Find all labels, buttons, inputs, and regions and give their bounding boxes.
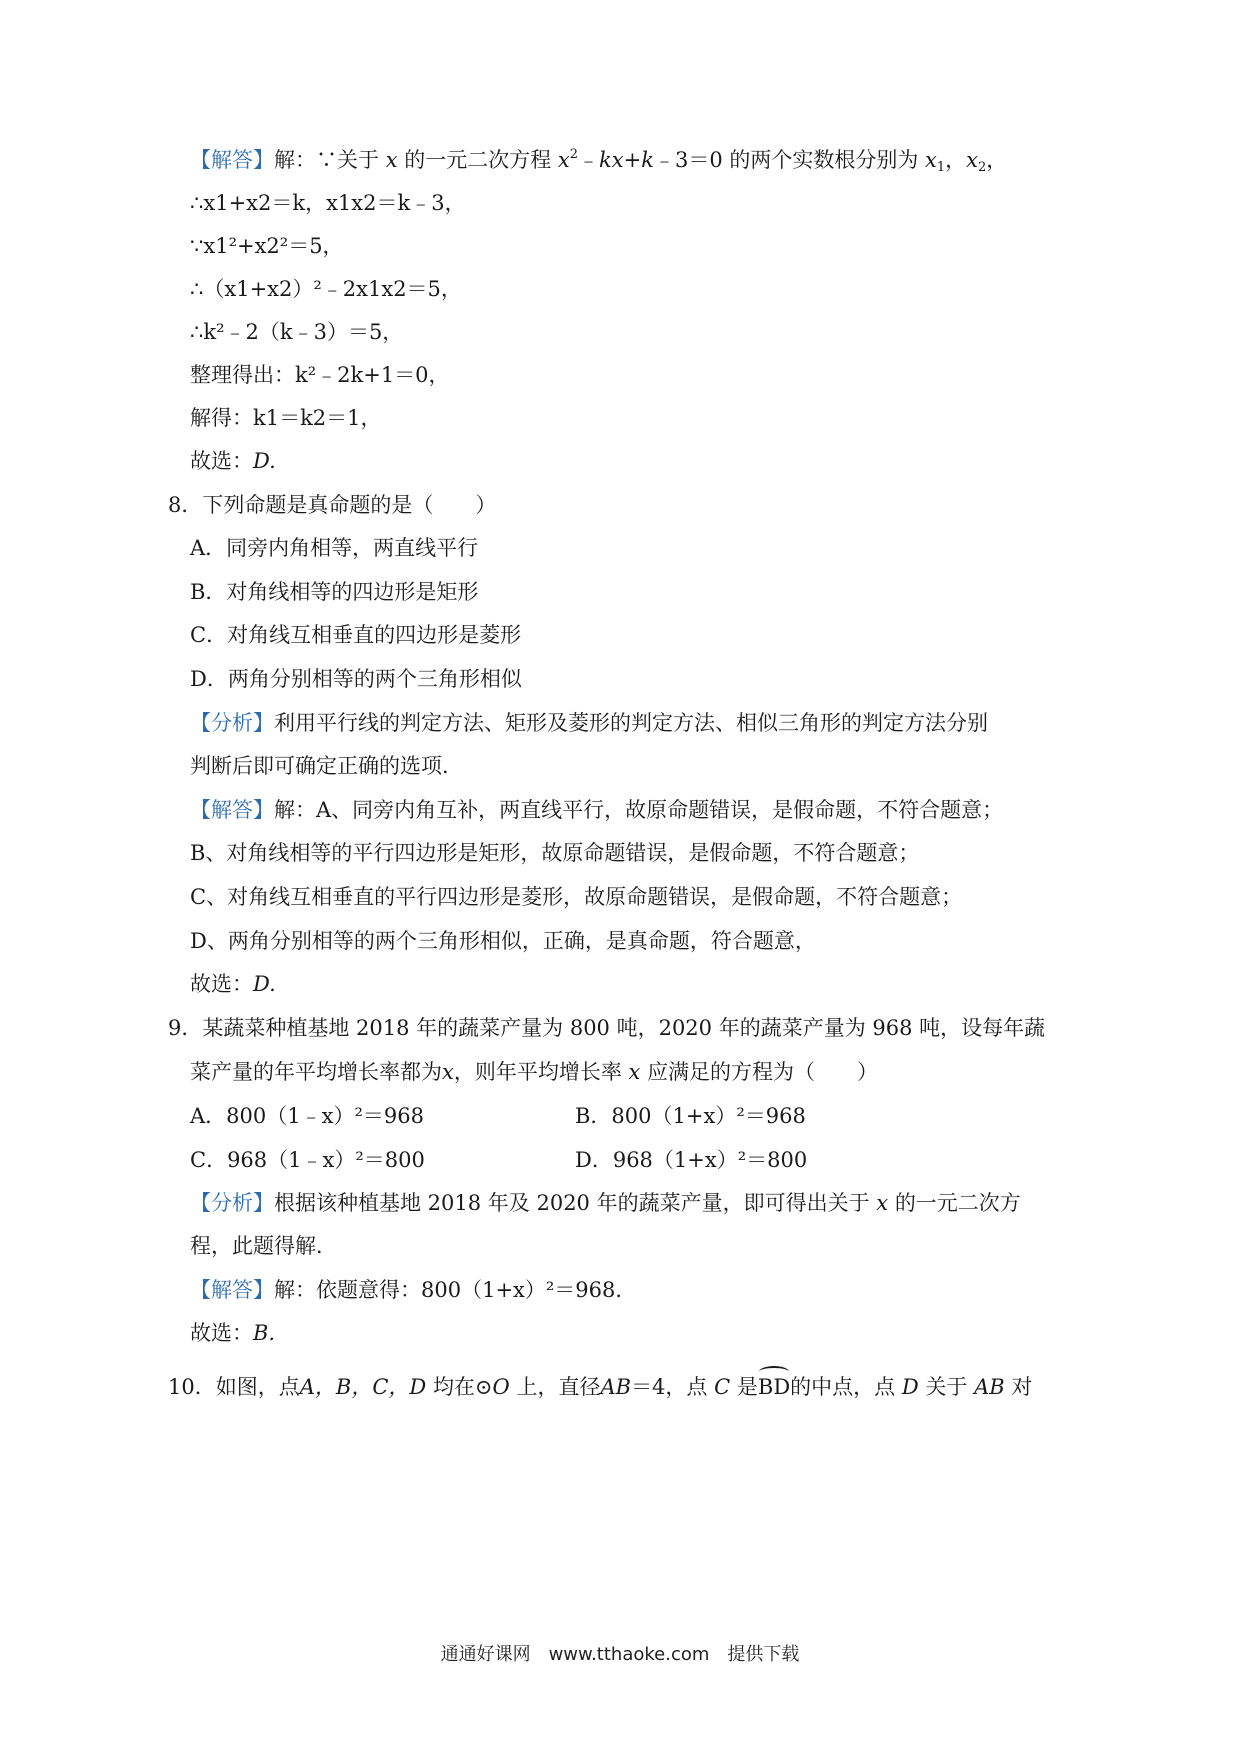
q9-choice: 故选：B. (190, 1321, 276, 1345)
q8-answer-line2: B、对角线相等的平行四边形是矩形，故原命题错误，是假命题，不符合题意； (190, 841, 920, 865)
q8-option-d: D．两角分别相等的两个三角形相似 (190, 667, 522, 691)
q8-stem: 8．下列命题是真命题的是（ ） (168, 493, 497, 517)
q10-stem: 10．如图，点A，B，C，D 均在⊙O 上，直径AB＝4，点 C 是BD的中点，点 D 关于 AB 对 (168, 1372, 1032, 1402)
q9-answer: 【解答】解：依题意得：800（1+x）²＝968． (190, 1278, 637, 1302)
q7-answer-line6: 整理得出：k²﹣2k+1＝0， (190, 363, 450, 387)
q9-analysis-line2: 程，此题得解． (190, 1234, 337, 1258)
analysis-tag: 【分析】 (190, 711, 274, 735)
q9-option-b: B．800（1+x）²＝968 (575, 1104, 806, 1128)
page-footer: 通通好课网 www.tthaoke.com 提供下载 (440, 1644, 800, 1665)
q8-analysis-line1: 【分析】利用平行线的判定方法、矩形及菱形的判定方法、相似三角形的判定方法分别 (190, 711, 988, 735)
q8-option-a: A．同旁内角相等，两直线平行 (190, 536, 479, 560)
q9-analysis-line1: 【分析】根据该种植基地 2018 年及 2020 年的蔬菜产量，即可得出关于 x 的一元二次方 (190, 1191, 1021, 1215)
arc-bd: BD (758, 1372, 790, 1402)
q9-stem-line1: 9．某蔬菜种植基地 2018 年的蔬菜产量为 800 吨，2020 年的蔬菜产量为 968 吨，设每年蔬 (168, 1016, 1046, 1040)
answer-tag: 【解答】 (190, 798, 274, 822)
q8-option-c: C．对角线互相垂直的四边形是菱形 (190, 623, 522, 647)
q8-answer-line3: C、对角线互相垂直的平行四边形是菱形，故原命题错误，是假命题，不符合题意； (190, 885, 963, 909)
q9-option-c: C．968（1﹣x）²＝800 (190, 1148, 425, 1172)
q9-option-d: D．968（1+x）²＝800 (575, 1148, 808, 1172)
q8-answer-line1: 【解答】解：A、同旁内角互补，两直线平行，故原命题错误，是假命题，不符合题意； (190, 798, 1004, 822)
q8-answer-line4: D、两角分别相等的两个三角形相似，正确，是真命题，符合题意， (190, 929, 816, 953)
q8-analysis-line2: 判断后即可确定正确的选项． (190, 754, 463, 778)
q7-answer-line5: ∴k²﹣2（k﹣3）＝5， (190, 320, 404, 344)
q7-answer-line4: ∴（x1+x2）²﹣2x1x2＝5， (190, 277, 462, 301)
q9-option-a: A．800（1﹣x）²＝968 (190, 1104, 424, 1128)
analysis-tag: 【分析】 (190, 1191, 274, 1215)
q8-option-b: B．对角线相等的四边形是矩形 (190, 580, 479, 604)
q8-choice: 故选：D. (190, 972, 276, 996)
answer-tag: 【解答】 (190, 1278, 274, 1302)
q9-stem-line2: 菜产量的年平均增长率都为x，则年平均增长率 x 应满足的方程为（ ） (190, 1060, 879, 1084)
q7-answer-line3: ∵x1²+x2²＝5， (190, 234, 344, 258)
answer-tag: 【解答】 (190, 148, 274, 172)
q7-answer-line2: ∴x1+x2＝k，x1x2＝k﹣3， (190, 191, 466, 215)
q7-answer-line1: 【解答】解：∵关于 x 的一元二次方程 $x^2﹣kx+k﹣3=0$ 的两个实数根分别为 $x_1$，$x_2$， (190, 147, 1008, 175)
q7-choice: 故选：D. (190, 449, 276, 473)
q7-answer-line7: 解得：k1＝k2＝1， (190, 406, 382, 430)
